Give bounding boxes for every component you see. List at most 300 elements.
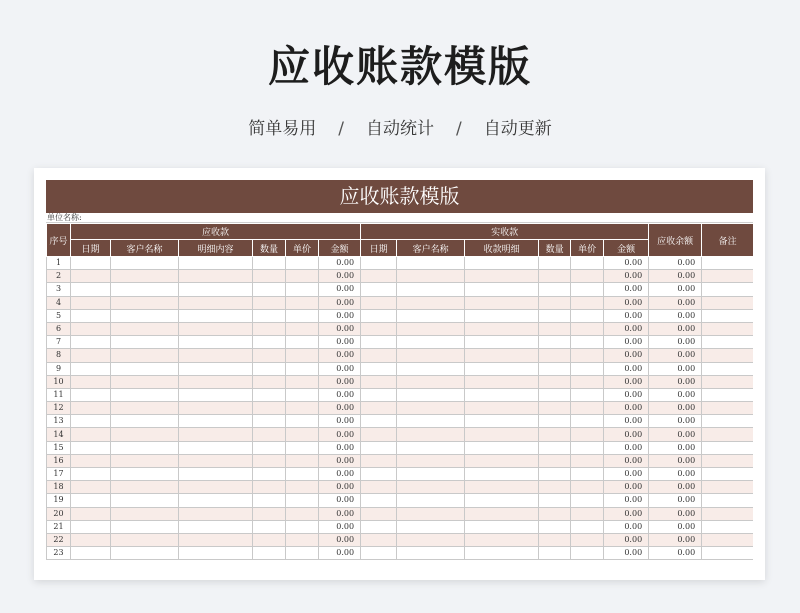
recv-detail-cell[interactable]	[179, 415, 253, 428]
row-index-cell[interactable]: 6	[47, 322, 71, 335]
recv-customer-cell[interactable]	[111, 468, 179, 481]
row-index-cell[interactable]: 14	[47, 428, 71, 441]
recv-customer-cell[interactable]	[111, 547, 179, 560]
paid-customer-cell[interactable]	[397, 547, 465, 560]
paid-price-cell[interactable]	[571, 388, 604, 401]
recv-qty-cell[interactable]	[253, 481, 286, 494]
paid-customer-cell[interactable]	[397, 257, 465, 270]
paid-detail-cell[interactable]	[465, 520, 539, 533]
paid-customer-cell[interactable]	[397, 322, 465, 335]
recv-detail-cell[interactable]	[179, 468, 253, 481]
paid-date-cell[interactable]	[361, 428, 397, 441]
row-index-cell[interactable]: 11	[47, 388, 71, 401]
row-index-cell[interactable]: 17	[47, 468, 71, 481]
paid-date-cell[interactable]	[361, 257, 397, 270]
recv-qty-cell[interactable]	[253, 415, 286, 428]
paid-price-cell[interactable]	[571, 481, 604, 494]
recv-detail-cell[interactable]	[179, 388, 253, 401]
paid-qty-cell[interactable]	[539, 402, 571, 415]
paid-date-cell[interactable]	[361, 520, 397, 533]
paid-amount-cell[interactable]: 0.00	[604, 296, 649, 309]
paid-detail-cell[interactable]	[465, 402, 539, 415]
row-index-cell[interactable]: 4	[47, 296, 71, 309]
recv-customer-cell[interactable]	[111, 533, 179, 546]
recv-date-cell[interactable]	[71, 336, 111, 349]
paid-qty-cell[interactable]	[539, 468, 571, 481]
remarks-cell[interactable]	[702, 481, 753, 494]
paid-qty-cell[interactable]	[539, 507, 571, 520]
recv-date-cell[interactable]	[71, 441, 111, 454]
paid-detail-cell[interactable]	[465, 283, 539, 296]
recv-customer-cell[interactable]	[111, 375, 179, 388]
paid-qty-cell[interactable]	[539, 349, 571, 362]
recv-date-cell[interactable]	[71, 375, 111, 388]
recv-qty-cell[interactable]	[253, 270, 286, 283]
paid-detail-cell[interactable]	[465, 362, 539, 375]
recv-customer-cell[interactable]	[111, 349, 179, 362]
recv-amount-cell[interactable]: 0.00	[319, 309, 361, 322]
paid-customer-cell[interactable]	[397, 270, 465, 283]
recv-price-cell[interactable]	[286, 283, 319, 296]
paid-detail-cell[interactable]	[465, 428, 539, 441]
recv-customer-cell[interactable]	[111, 322, 179, 335]
remarks-cell[interactable]	[702, 309, 753, 322]
paid-amount-cell[interactable]: 0.00	[604, 533, 649, 546]
balance-cell[interactable]: 0.00	[649, 468, 702, 481]
paid-detail-cell[interactable]	[465, 309, 539, 322]
balance-cell[interactable]: 0.00	[649, 507, 702, 520]
recv-amount-cell[interactable]: 0.00	[319, 520, 361, 533]
balance-cell[interactable]: 0.00	[649, 388, 702, 401]
paid-qty-cell[interactable]	[539, 309, 571, 322]
recv-customer-cell[interactable]	[111, 481, 179, 494]
recv-customer-cell[interactable]	[111, 296, 179, 309]
balance-cell[interactable]: 0.00	[649, 375, 702, 388]
recv-price-cell[interactable]	[286, 349, 319, 362]
remarks-cell[interactable]	[702, 507, 753, 520]
recv-qty-cell[interactable]	[253, 322, 286, 335]
paid-customer-cell[interactable]	[397, 336, 465, 349]
paid-price-cell[interactable]	[571, 402, 604, 415]
balance-cell[interactable]: 0.00	[649, 349, 702, 362]
paid-amount-cell[interactable]: 0.00	[604, 454, 649, 467]
recv-detail-cell[interactable]	[179, 520, 253, 533]
recv-date-cell[interactable]	[71, 454, 111, 467]
recv-qty-cell[interactable]	[253, 547, 286, 560]
paid-price-cell[interactable]	[571, 322, 604, 335]
paid-qty-cell[interactable]	[539, 415, 571, 428]
recv-price-cell[interactable]	[286, 415, 319, 428]
paid-amount-cell[interactable]: 0.00	[604, 349, 649, 362]
row-index-cell[interactable]: 22	[47, 533, 71, 546]
recv-date-cell[interactable]	[71, 322, 111, 335]
paid-amount-cell[interactable]: 0.00	[604, 388, 649, 401]
row-index-cell[interactable]: 15	[47, 441, 71, 454]
paid-customer-cell[interactable]	[397, 481, 465, 494]
paid-detail-cell[interactable]	[465, 415, 539, 428]
recv-detail-cell[interactable]	[179, 336, 253, 349]
paid-qty-cell[interactable]	[539, 375, 571, 388]
recv-price-cell[interactable]	[286, 481, 319, 494]
recv-date-cell[interactable]	[71, 468, 111, 481]
recv-amount-cell[interactable]: 0.00	[319, 547, 361, 560]
recv-price-cell[interactable]	[286, 388, 319, 401]
paid-date-cell[interactable]	[361, 309, 397, 322]
row-index-cell[interactable]: 12	[47, 402, 71, 415]
recv-detail-cell[interactable]	[179, 507, 253, 520]
paid-detail-cell[interactable]	[465, 375, 539, 388]
paid-customer-cell[interactable]	[397, 388, 465, 401]
paid-price-cell[interactable]	[571, 349, 604, 362]
recv-amount-cell[interactable]: 0.00	[319, 322, 361, 335]
paid-date-cell[interactable]	[361, 454, 397, 467]
paid-date-cell[interactable]	[361, 375, 397, 388]
remarks-cell[interactable]	[702, 520, 753, 533]
recv-date-cell[interactable]	[71, 547, 111, 560]
paid-amount-cell[interactable]: 0.00	[604, 520, 649, 533]
row-index-cell[interactable]: 16	[47, 454, 71, 467]
paid-price-cell[interactable]	[571, 520, 604, 533]
recv-price-cell[interactable]	[286, 494, 319, 507]
paid-date-cell[interactable]	[361, 415, 397, 428]
row-index-cell[interactable]: 5	[47, 309, 71, 322]
recv-qty-cell[interactable]	[253, 520, 286, 533]
remarks-cell[interactable]	[702, 494, 753, 507]
recv-detail-cell[interactable]	[179, 494, 253, 507]
paid-amount-cell[interactable]: 0.00	[604, 375, 649, 388]
paid-price-cell[interactable]	[571, 441, 604, 454]
recv-qty-cell[interactable]	[253, 494, 286, 507]
paid-date-cell[interactable]	[361, 468, 397, 481]
paid-qty-cell[interactable]	[539, 257, 571, 270]
paid-detail-cell[interactable]	[465, 388, 539, 401]
remarks-cell[interactable]	[702, 283, 753, 296]
recv-date-cell[interactable]	[71, 388, 111, 401]
recv-amount-cell[interactable]: 0.00	[319, 270, 361, 283]
remarks-cell[interactable]	[702, 547, 753, 560]
recv-amount-cell[interactable]: 0.00	[319, 533, 361, 546]
recv-price-cell[interactable]	[286, 428, 319, 441]
paid-customer-cell[interactable]	[397, 375, 465, 388]
balance-cell[interactable]: 0.00	[649, 441, 702, 454]
recv-customer-cell[interactable]	[111, 336, 179, 349]
paid-price-cell[interactable]	[571, 494, 604, 507]
paid-customer-cell[interactable]	[397, 507, 465, 520]
recv-price-cell[interactable]	[286, 454, 319, 467]
paid-date-cell[interactable]	[361, 362, 397, 375]
balance-cell[interactable]: 0.00	[649, 533, 702, 546]
unit-name-label[interactable]: 单位名称:	[46, 213, 753, 223]
recv-customer-cell[interactable]	[111, 415, 179, 428]
recv-price-cell[interactable]	[286, 375, 319, 388]
balance-cell[interactable]: 0.00	[649, 257, 702, 270]
recv-amount-cell[interactable]: 0.00	[319, 349, 361, 362]
remarks-cell[interactable]	[702, 336, 753, 349]
paid-qty-cell[interactable]	[539, 388, 571, 401]
recv-detail-cell[interactable]	[179, 283, 253, 296]
paid-price-cell[interactable]	[571, 283, 604, 296]
paid-customer-cell[interactable]	[397, 441, 465, 454]
recv-date-cell[interactable]	[71, 309, 111, 322]
recv-price-cell[interactable]	[286, 402, 319, 415]
recv-customer-cell[interactable]	[111, 388, 179, 401]
recv-price-cell[interactable]	[286, 336, 319, 349]
row-index-cell[interactable]: 3	[47, 283, 71, 296]
paid-amount-cell[interactable]: 0.00	[604, 441, 649, 454]
remarks-cell[interactable]	[702, 349, 753, 362]
recv-qty-cell[interactable]	[253, 375, 286, 388]
recv-amount-cell[interactable]: 0.00	[319, 507, 361, 520]
remarks-cell[interactable]	[702, 296, 753, 309]
paid-qty-cell[interactable]	[539, 454, 571, 467]
paid-qty-cell[interactable]	[539, 520, 571, 533]
recv-price-cell[interactable]	[286, 309, 319, 322]
paid-qty-cell[interactable]	[539, 296, 571, 309]
paid-date-cell[interactable]	[361, 322, 397, 335]
recv-price-cell[interactable]	[286, 468, 319, 481]
remarks-cell[interactable]	[702, 415, 753, 428]
paid-price-cell[interactable]	[571, 309, 604, 322]
recv-date-cell[interactable]	[71, 507, 111, 520]
recv-qty-cell[interactable]	[253, 533, 286, 546]
paid-customer-cell[interactable]	[397, 362, 465, 375]
paid-detail-cell[interactable]	[465, 454, 539, 467]
recv-detail-cell[interactable]	[179, 441, 253, 454]
recv-date-cell[interactable]	[71, 494, 111, 507]
recv-detail-cell[interactable]	[179, 362, 253, 375]
balance-cell[interactable]: 0.00	[649, 520, 702, 533]
paid-detail-cell[interactable]	[465, 336, 539, 349]
recv-detail-cell[interactable]	[179, 547, 253, 560]
paid-amount-cell[interactable]: 0.00	[604, 547, 649, 560]
recv-customer-cell[interactable]	[111, 270, 179, 283]
paid-customer-cell[interactable]	[397, 309, 465, 322]
recv-qty-cell[interactable]	[253, 362, 286, 375]
paid-detail-cell[interactable]	[465, 547, 539, 560]
recv-detail-cell[interactable]	[179, 322, 253, 335]
paid-amount-cell[interactable]: 0.00	[604, 283, 649, 296]
recv-qty-cell[interactable]	[253, 402, 286, 415]
recv-customer-cell[interactable]	[111, 362, 179, 375]
paid-customer-cell[interactable]	[397, 533, 465, 546]
paid-date-cell[interactable]	[361, 336, 397, 349]
recv-date-cell[interactable]	[71, 296, 111, 309]
recv-detail-cell[interactable]	[179, 402, 253, 415]
recv-amount-cell[interactable]: 0.00	[319, 441, 361, 454]
recv-qty-cell[interactable]	[253, 283, 286, 296]
paid-detail-cell[interactable]	[465, 441, 539, 454]
remarks-cell[interactable]	[702, 454, 753, 467]
remarks-cell[interactable]	[702, 402, 753, 415]
row-index-cell[interactable]: 8	[47, 349, 71, 362]
paid-price-cell[interactable]	[571, 507, 604, 520]
recv-amount-cell[interactable]: 0.00	[319, 415, 361, 428]
recv-price-cell[interactable]	[286, 362, 319, 375]
balance-cell[interactable]: 0.00	[649, 402, 702, 415]
paid-date-cell[interactable]	[361, 388, 397, 401]
paid-price-cell[interactable]	[571, 454, 604, 467]
remarks-cell[interactable]	[702, 257, 753, 270]
recv-price-cell[interactable]	[286, 520, 319, 533]
recv-date-cell[interactable]	[71, 533, 111, 546]
recv-amount-cell[interactable]: 0.00	[319, 375, 361, 388]
recv-customer-cell[interactable]	[111, 520, 179, 533]
recv-customer-cell[interactable]	[111, 257, 179, 270]
paid-qty-cell[interactable]	[539, 428, 571, 441]
recv-qty-cell[interactable]	[253, 428, 286, 441]
paid-amount-cell[interactable]: 0.00	[604, 494, 649, 507]
paid-qty-cell[interactable]	[539, 283, 571, 296]
recv-detail-cell[interactable]	[179, 454, 253, 467]
recv-amount-cell[interactable]: 0.00	[319, 336, 361, 349]
recv-amount-cell[interactable]: 0.00	[319, 494, 361, 507]
recv-detail-cell[interactable]	[179, 257, 253, 270]
paid-amount-cell[interactable]: 0.00	[604, 362, 649, 375]
balance-cell[interactable]: 0.00	[649, 322, 702, 335]
paid-price-cell[interactable]	[571, 375, 604, 388]
paid-price-cell[interactable]	[571, 296, 604, 309]
paid-customer-cell[interactable]	[397, 454, 465, 467]
recv-date-cell[interactable]	[71, 520, 111, 533]
balance-cell[interactable]: 0.00	[649, 336, 702, 349]
recv-amount-cell[interactable]: 0.00	[319, 428, 361, 441]
paid-price-cell[interactable]	[571, 336, 604, 349]
remarks-cell[interactable]	[702, 533, 753, 546]
recv-customer-cell[interactable]	[111, 507, 179, 520]
paid-detail-cell[interactable]	[465, 322, 539, 335]
recv-price-cell[interactable]	[286, 441, 319, 454]
row-index-cell[interactable]: 23	[47, 547, 71, 560]
recv-date-cell[interactable]	[71, 283, 111, 296]
paid-amount-cell[interactable]: 0.00	[604, 468, 649, 481]
paid-qty-cell[interactable]	[539, 533, 571, 546]
recv-customer-cell[interactable]	[111, 441, 179, 454]
recv-detail-cell[interactable]	[179, 375, 253, 388]
paid-customer-cell[interactable]	[397, 520, 465, 533]
paid-price-cell[interactable]	[571, 415, 604, 428]
paid-price-cell[interactable]	[571, 257, 604, 270]
paid-price-cell[interactable]	[571, 270, 604, 283]
recv-price-cell[interactable]	[286, 270, 319, 283]
remarks-cell[interactable]	[702, 362, 753, 375]
recv-detail-cell[interactable]	[179, 296, 253, 309]
recv-customer-cell[interactable]	[111, 402, 179, 415]
recv-price-cell[interactable]	[286, 533, 319, 546]
paid-date-cell[interactable]	[361, 441, 397, 454]
recv-qty-cell[interactable]	[253, 507, 286, 520]
recv-qty-cell[interactable]	[253, 296, 286, 309]
paid-qty-cell[interactable]	[539, 494, 571, 507]
balance-cell[interactable]: 0.00	[649, 547, 702, 560]
paid-amount-cell[interactable]: 0.00	[604, 336, 649, 349]
paid-detail-cell[interactable]	[465, 507, 539, 520]
row-index-cell[interactable]: 13	[47, 415, 71, 428]
paid-qty-cell[interactable]	[539, 481, 571, 494]
paid-price-cell[interactable]	[571, 362, 604, 375]
recv-date-cell[interactable]	[71, 257, 111, 270]
recv-customer-cell[interactable]	[111, 494, 179, 507]
recv-qty-cell[interactable]	[253, 388, 286, 401]
recv-customer-cell[interactable]	[111, 454, 179, 467]
recv-amount-cell[interactable]: 0.00	[319, 454, 361, 467]
paid-qty-cell[interactable]	[539, 547, 571, 560]
paid-qty-cell[interactable]	[539, 441, 571, 454]
recv-date-cell[interactable]	[71, 362, 111, 375]
paid-qty-cell[interactable]	[539, 322, 571, 335]
recv-amount-cell[interactable]: 0.00	[319, 296, 361, 309]
paid-qty-cell[interactable]	[539, 270, 571, 283]
recv-amount-cell[interactable]: 0.00	[319, 362, 361, 375]
paid-customer-cell[interactable]	[397, 402, 465, 415]
balance-cell[interactable]: 0.00	[649, 283, 702, 296]
paid-date-cell[interactable]	[361, 507, 397, 520]
recv-price-cell[interactable]	[286, 296, 319, 309]
recv-date-cell[interactable]	[71, 428, 111, 441]
paid-date-cell[interactable]	[361, 349, 397, 362]
recv-amount-cell[interactable]: 0.00	[319, 283, 361, 296]
remarks-cell[interactable]	[702, 388, 753, 401]
paid-detail-cell[interactable]	[465, 270, 539, 283]
recv-date-cell[interactable]	[71, 349, 111, 362]
paid-date-cell[interactable]	[361, 481, 397, 494]
recv-customer-cell[interactable]	[111, 428, 179, 441]
paid-price-cell[interactable]	[571, 468, 604, 481]
balance-cell[interactable]: 0.00	[649, 428, 702, 441]
recv-price-cell[interactable]	[286, 547, 319, 560]
recv-customer-cell[interactable]	[111, 309, 179, 322]
recv-detail-cell[interactable]	[179, 428, 253, 441]
paid-detail-cell[interactable]	[465, 296, 539, 309]
paid-customer-cell[interactable]	[397, 296, 465, 309]
recv-price-cell[interactable]	[286, 257, 319, 270]
paid-amount-cell[interactable]: 0.00	[604, 257, 649, 270]
paid-qty-cell[interactable]	[539, 336, 571, 349]
paid-date-cell[interactable]	[361, 402, 397, 415]
row-index-cell[interactable]: 18	[47, 481, 71, 494]
recv-amount-cell[interactable]: 0.00	[319, 481, 361, 494]
balance-cell[interactable]: 0.00	[649, 481, 702, 494]
remarks-cell[interactable]	[702, 270, 753, 283]
recv-price-cell[interactable]	[286, 507, 319, 520]
recv-qty-cell[interactable]	[253, 454, 286, 467]
paid-detail-cell[interactable]	[465, 494, 539, 507]
paid-detail-cell[interactable]	[465, 257, 539, 270]
balance-cell[interactable]: 0.00	[649, 309, 702, 322]
recv-qty-cell[interactable]	[253, 336, 286, 349]
paid-price-cell[interactable]	[571, 428, 604, 441]
paid-detail-cell[interactable]	[465, 468, 539, 481]
paid-date-cell[interactable]	[361, 547, 397, 560]
row-index-cell[interactable]: 7	[47, 336, 71, 349]
recv-detail-cell[interactable]	[179, 309, 253, 322]
recv-qty-cell[interactable]	[253, 468, 286, 481]
paid-amount-cell[interactable]: 0.00	[604, 428, 649, 441]
recv-detail-cell[interactable]	[179, 481, 253, 494]
paid-date-cell[interactable]	[361, 494, 397, 507]
recv-date-cell[interactable]	[71, 481, 111, 494]
recv-amount-cell[interactable]: 0.00	[319, 402, 361, 415]
paid-qty-cell[interactable]	[539, 362, 571, 375]
recv-qty-cell[interactable]	[253, 257, 286, 270]
paid-customer-cell[interactable]	[397, 283, 465, 296]
remarks-cell[interactable]	[702, 441, 753, 454]
remarks-cell[interactable]	[702, 468, 753, 481]
balance-cell[interactable]: 0.00	[649, 494, 702, 507]
paid-customer-cell[interactable]	[397, 415, 465, 428]
recv-price-cell[interactable]	[286, 322, 319, 335]
paid-amount-cell[interactable]: 0.00	[604, 402, 649, 415]
recv-date-cell[interactable]	[71, 402, 111, 415]
